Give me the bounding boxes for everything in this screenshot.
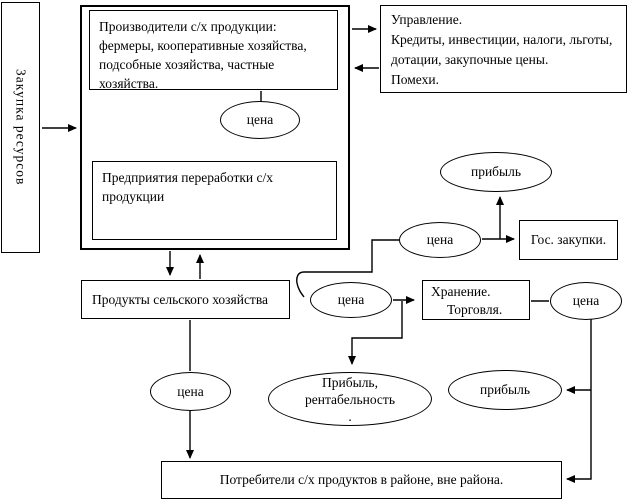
processing-label: Предприятия переработки с/х продукции (102, 170, 273, 204)
profit-profitability-ellipse (268, 372, 432, 426)
state-purchases-box (519, 220, 618, 260)
price-products-ellipse (150, 372, 231, 411)
price-state-ellipse (399, 222, 481, 258)
storage-line: Хранение. (431, 284, 491, 299)
management-line: дотации, закупочные цены. (391, 52, 549, 67)
products-label: Продукты сельского хозяйства (92, 291, 269, 307)
resources-box (1, 2, 40, 253)
price-label: цена (337, 292, 365, 307)
profit-top-ellipse (440, 152, 552, 192)
profit-label: прибыль (470, 164, 522, 179)
price-storage-left-ellipse (310, 282, 392, 318)
producers-box (89, 10, 338, 90)
price-producers-ellipse (220, 101, 300, 139)
producers-label: Производители с/х продукции: фермеры, кооперативные хозяйства, подсобные хозяйства, частные хозяйства. (99, 19, 307, 91)
price-label: цена (572, 293, 600, 308)
profitability-line: Прибыль, (322, 374, 378, 390)
profitability-line: . (348, 408, 352, 424)
management-line: Управление. (391, 12, 463, 27)
price-label: цена (246, 112, 274, 127)
products-box (81, 280, 290, 319)
consumers-box (161, 461, 562, 499)
management-line: Помехи. (391, 72, 439, 87)
price-storage-right-ellipse (550, 282, 622, 320)
storage-box (422, 280, 530, 320)
management-line: Кредиты, инвестиции, налоги, льготы, (391, 32, 613, 47)
profit-right-ellipse (448, 370, 562, 410)
processing-box (92, 161, 337, 240)
resources-label: Закупка ресурсов (13, 69, 29, 186)
profit-label: прибыль (479, 382, 531, 397)
consumers-label: Потребители с/х продуктов в районе, вне района. (219, 472, 504, 487)
price-label: цена (426, 232, 454, 247)
management-box (380, 5, 627, 93)
profitability-line: рентабельность (305, 391, 395, 407)
storage-line: Торговля. (447, 302, 503, 317)
arrow-price-right-to-consumers (567, 316, 591, 479)
state-purchases-label: Гос. закупки. (530, 232, 607, 247)
price-label: цена (177, 383, 204, 399)
